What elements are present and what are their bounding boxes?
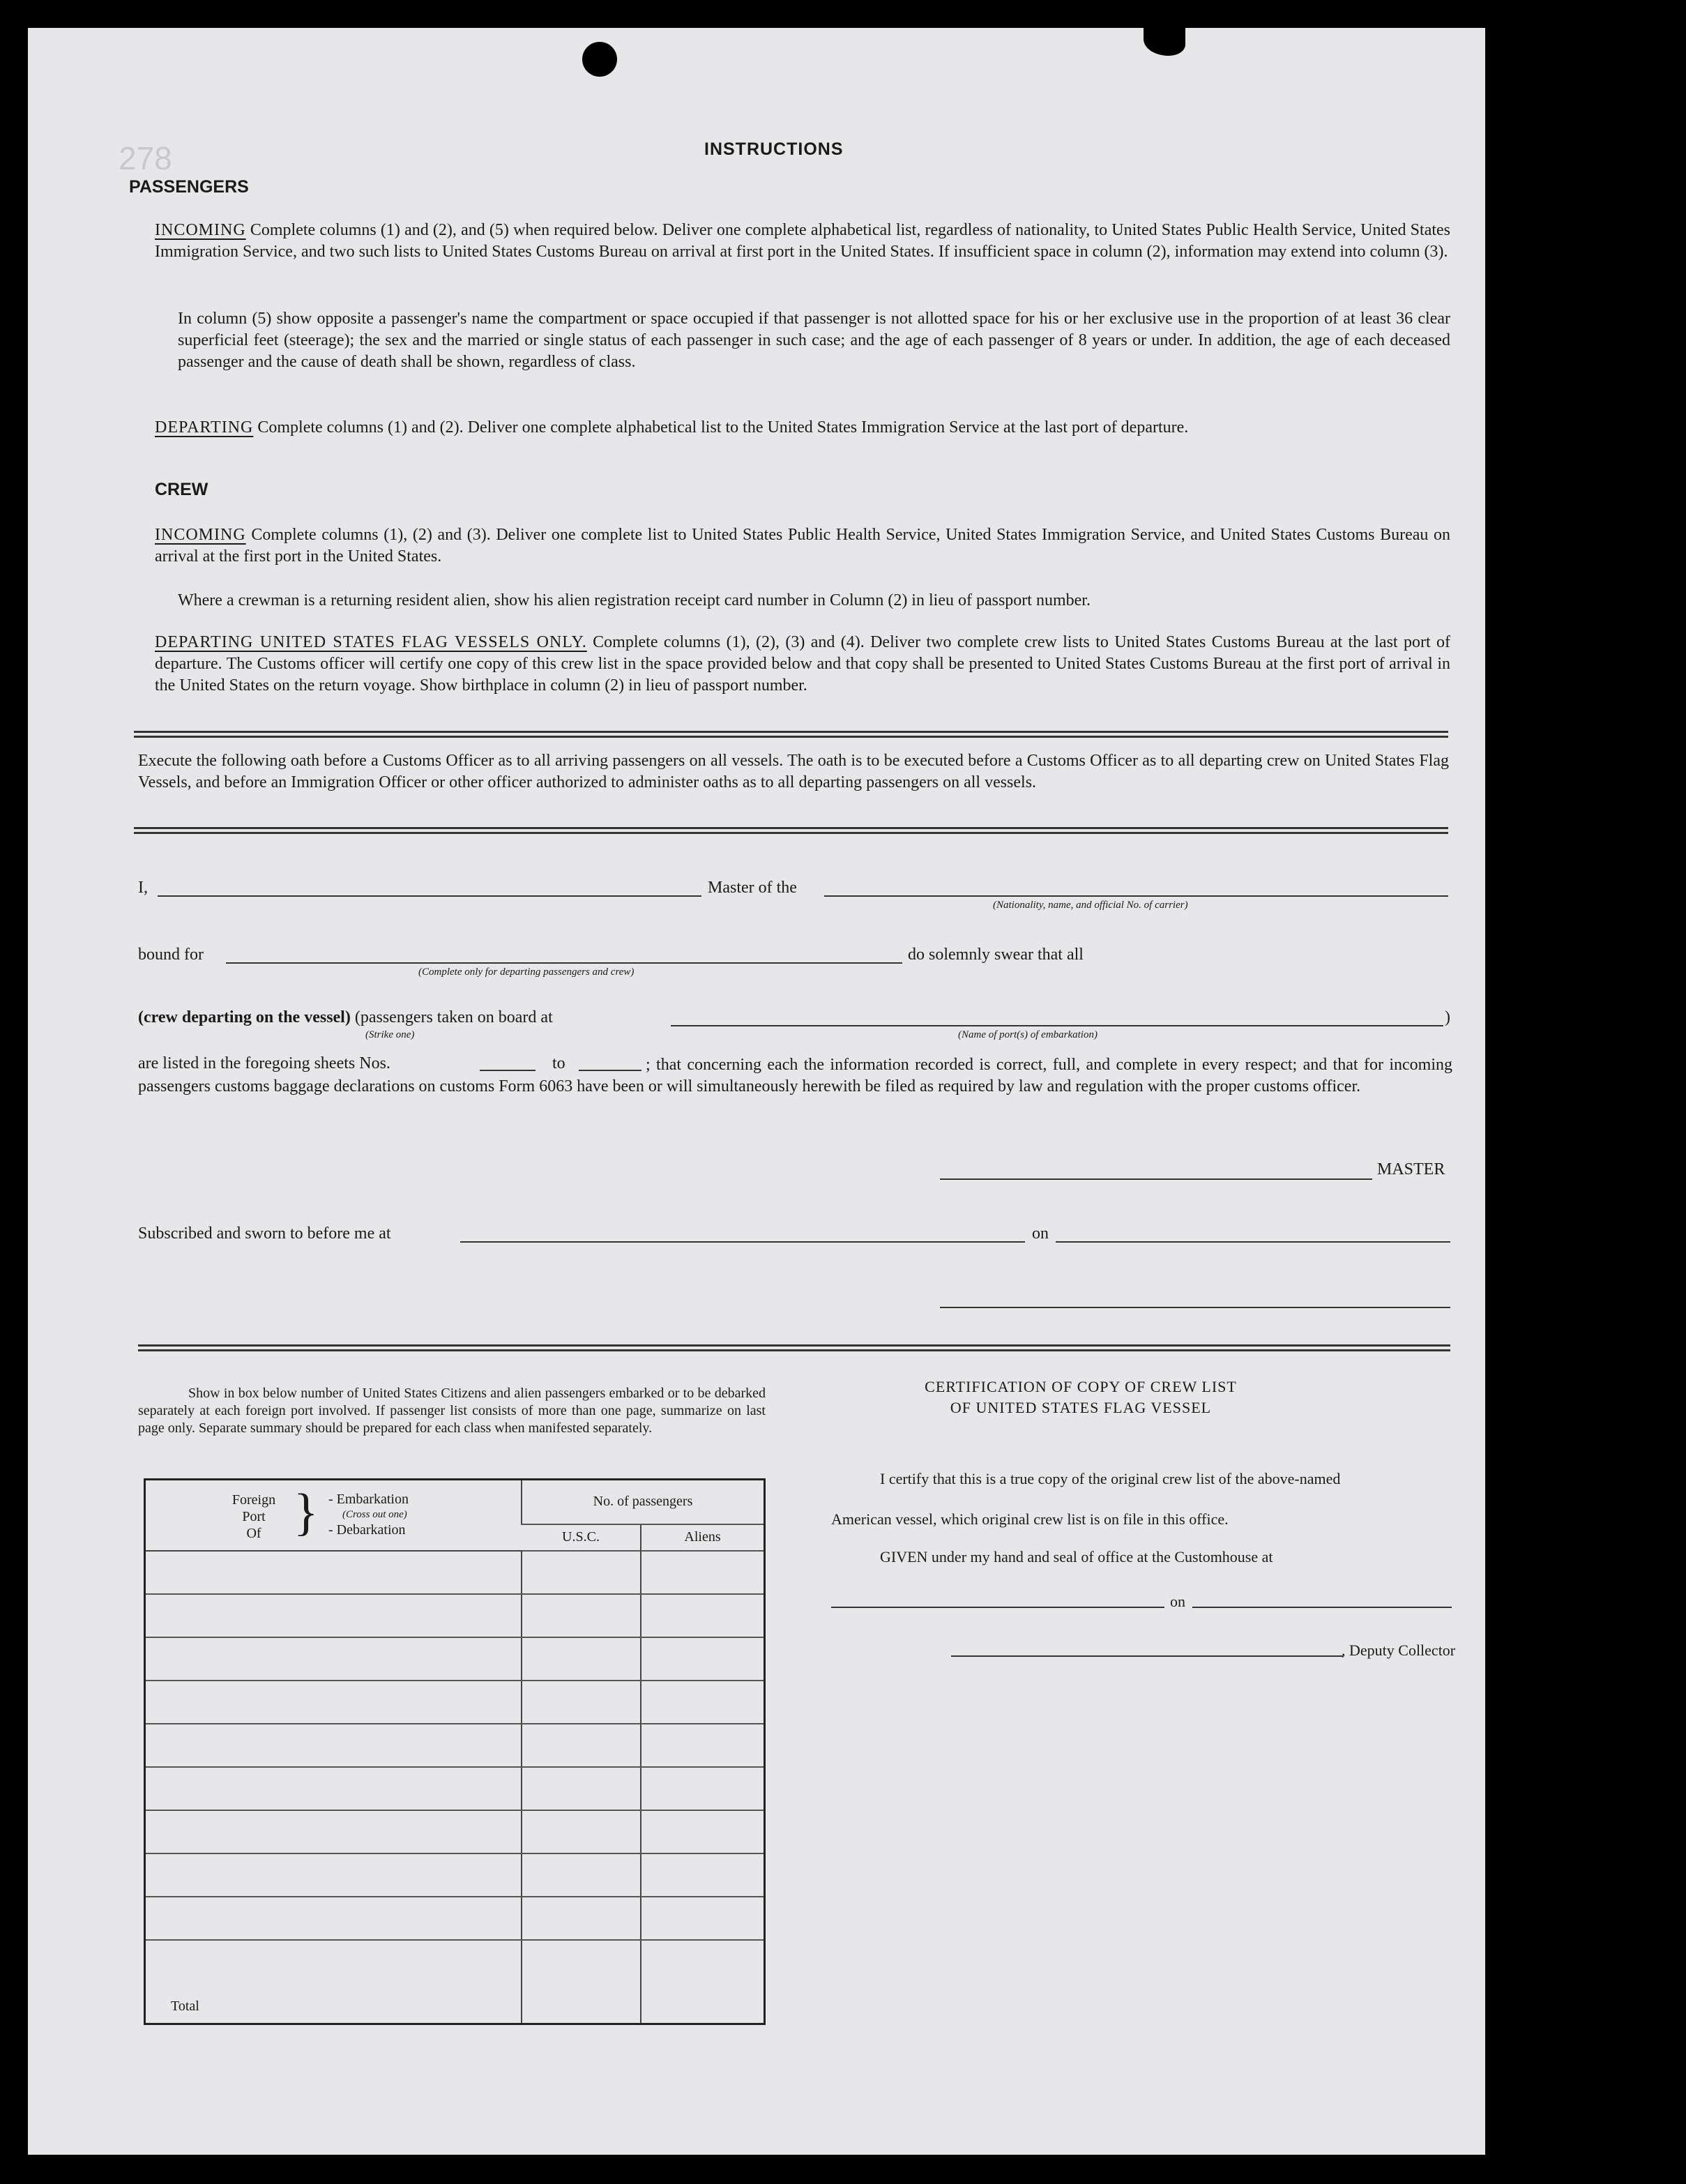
- usc-cell[interactable]: [522, 1594, 641, 1637]
- passengers-departing-paragraph: [155, 417, 1450, 439]
- deputy-signature-field[interactable]: [951, 1655, 1343, 1657]
- aliens-cell[interactable]: [641, 1551, 765, 1594]
- oath-instructions: Execute the following oath before a Customs Officer as to all arriving passengers on all vessels. The oath is to be executed before a Customs Officer as to all departing crew on United States Flag Vessels, and before an Immigration Officer or other officer authorized to administer oaths as to all departing passengers on all vessels.: [138, 752, 1449, 791]
- page-title: INSTRUCTIONS: [704, 139, 844, 159]
- usc-header: U.S.C.: [522, 1524, 641, 1551]
- cert-date-field[interactable]: [1192, 1607, 1452, 1608]
- resident-alien-paragraph: Where a crewman is a returning resident alien, show his alien registration receipt card number in Column (2) in lieu of passport number.: [178, 591, 1091, 609]
- no-passengers-header: No. of passengers: [522, 1480, 765, 1524]
- crew-departing-option: [138, 1008, 553, 1027]
- summary-instructions: Show in box below number of United States Citizens and alien passengers embarked or to be debarked separately at each foreign port involved. If passenger list consists of more than one page, summarize on last page only. Separate summary should be prepared for each class when manifested separately.: [138, 1386, 766, 1436]
- port-cell[interactable]: [145, 1897, 522, 1940]
- listed-prefix: are listed in the foregoing sheets Nos.: [138, 1054, 390, 1072]
- aliens-header: Aliens: [641, 1524, 765, 1551]
- usc-cell[interactable]: [522, 1551, 641, 1594]
- col-foreign: Foreign: [231, 1492, 276, 1508]
- usc-cell[interactable]: [522, 1637, 641, 1681]
- total-label: Total: [145, 1940, 522, 2024]
- deputy-collector-label: , Deputy Collector: [1342, 1641, 1456, 1659]
- i-label: I,: [138, 879, 148, 897]
- port-cell[interactable]: [145, 1724, 522, 1767]
- swear-label: do solemnly swear that all: [908, 946, 1084, 964]
- officer-signature-field[interactable]: [940, 1307, 1450, 1308]
- to-label: to: [552, 1054, 565, 1072]
- col-of: Of: [246, 1526, 261, 1541]
- aliens-cell[interactable]: [641, 1681, 765, 1724]
- certify-line1: I certify that this is a true copy of the original crew list of the above-named: [880, 1470, 1341, 1487]
- given-line: GIVEN under my hand and seal of office at the Customhouse at: [880, 1548, 1273, 1565]
- port-cell[interactable]: [145, 1551, 522, 1594]
- aliens-cell[interactable]: [641, 1724, 765, 1767]
- on-label: on: [1032, 1224, 1049, 1243]
- embarkation-label: - Embarkation: [328, 1492, 409, 1507]
- bound-for-label: bound for: [138, 946, 204, 964]
- master-of-label: Master of the: [708, 879, 797, 897]
- column5-paragraph: In column (5) show opposite a passenger's name the compartment or space occupied if that passenger is not allotted space for his or her exclusive use in the proportion of at least 36 clear superficial feet (steerage); the sex and the married or single status of each passenger in such case; and the age of each passenger of 8 years or under. In addition, the age of each deceased passenger and the cause of death shall be shown, regardless of class.: [178, 310, 1450, 371]
- sworn-place-field[interactable]: [460, 1241, 1025, 1243]
- debarkation-label: - Debarkation: [328, 1522, 406, 1538]
- crew-incoming-label: INCOMING: [155, 526, 246, 544]
- double-rule: [134, 731, 1448, 738]
- aliens-cell[interactable]: [641, 1810, 765, 1853]
- bleed-through: 278: [119, 140, 172, 176]
- carrier-field[interactable]: [824, 895, 1448, 897]
- torn-mark: [1144, 28, 1185, 56]
- passengers-heading: PASSENGERS: [129, 177, 249, 197]
- crew-incoming-text: Complete columns (1), (2) and (3). Deliver one complete list to United States Public Health Service, United States Immigration Service, and United States Customs Bureau on arrival at the first port in the United States.: [155, 526, 1451, 566]
- crew-departing-paragraph: [155, 632, 1450, 697]
- port-header-cell: [145, 1480, 522, 1552]
- aliens-cell[interactable]: [641, 1594, 765, 1637]
- aliens-total-cell[interactable]: [641, 1940, 765, 2024]
- usc-cell[interactable]: [522, 1853, 641, 1897]
- port-cell[interactable]: [145, 1594, 522, 1637]
- usc-cell[interactable]: [522, 1897, 641, 1940]
- cross-out-caption: (Cross out one): [342, 1509, 407, 1520]
- aliens-cell[interactable]: [641, 1637, 765, 1681]
- crew-departing-text: Complete columns (1), (2), (3) and (4). Deliver two complete crew lists to United States Customs Bureau at the last port of departure. The Customs officer will certify one copy of this crew list in the space provided below and that copy shall be presented to United States Customs Bureau at the first port of arrival in the United States on the return voyage. Show birthplace in column (2) in lieu of passport number.: [155, 633, 1451, 695]
- subscribed-label: Subscribed and sworn to before me at: [138, 1224, 391, 1243]
- incoming-label: INCOMING: [155, 221, 246, 239]
- usc-cell[interactable]: [522, 1724, 641, 1767]
- bound-caption: (Complete only for departing passengers and crew): [418, 966, 635, 978]
- port-cell[interactable]: [145, 1853, 522, 1897]
- port-caption: (Name of port(s) of embarkation): [958, 1029, 1098, 1040]
- usc-cell[interactable]: [522, 1767, 641, 1810]
- port-cell[interactable]: [145, 1637, 522, 1681]
- col-port: Port: [242, 1509, 266, 1524]
- listed-rest-text: [138, 1054, 1452, 1098]
- certification-title-line2: OF UNITED STATES FLAG VESSEL: [950, 1399, 1212, 1416]
- usc-total-cell[interactable]: [522, 1940, 641, 2024]
- double-rule: [134, 827, 1448, 834]
- cert-on-label: on: [1170, 1593, 1185, 1610]
- listed-rest: ; that concerning each the information recorded is correct, full, and complete in every respect; and that for incoming passengers customs baggage declarations on customs Form 6063 have been or will simultaneously herewith be filed as required by law and regulation with the proper customs officer.: [138, 1056, 1452, 1095]
- master-name-field[interactable]: [158, 895, 701, 897]
- carrier-caption: (Nationality, name, and official No. of carrier): [993, 900, 1188, 911]
- incoming-text: Complete columns (1) and (2), and (5) when required below. Deliver one complete alphabetical list, regardless of nationality, to United States Public Health Service, United States Immigration Service, and two such lists to United States Customs Bureau on arrival at first port in the United States. If insufficient space in column (2), information may extend into column (3).: [155, 221, 1451, 261]
- strike-caption: (Strike one): [365, 1029, 415, 1040]
- double-rule: [138, 1344, 1450, 1351]
- embarkation-port-field[interactable]: [671, 1025, 1443, 1026]
- passengers-boarded-label: (passengers taken on board at: [354, 1008, 553, 1026]
- form-page: [28, 28, 1485, 2155]
- crew-departing-label: DEPARTING UNITED STATES FLAG VESSELS ONLY.: [155, 633, 587, 651]
- master-label: MASTER: [1377, 1160, 1445, 1178]
- master-signature-field[interactable]: [940, 1178, 1372, 1180]
- close-paren: ): [1445, 1008, 1450, 1026]
- sworn-date-field[interactable]: [1056, 1241, 1450, 1243]
- crew-incoming-paragraph: [155, 524, 1450, 568]
- passengers-incoming-paragraph: [155, 220, 1450, 263]
- brace-icon: }: [294, 1484, 319, 1541]
- departing-text: Complete columns (1) and (2). Deliver one complete alphabetical list to the United States Immigration Service at the last port of departure.: [257, 418, 1189, 437]
- port-cell[interactable]: [145, 1767, 522, 1810]
- crew-departing-bold: (crew departing on the vessel): [138, 1008, 351, 1026]
- aliens-cell[interactable]: [641, 1767, 765, 1810]
- port-cell[interactable]: [145, 1810, 522, 1853]
- certify-line2: American vessel, which original crew list is on file in this office.: [831, 1510, 1229, 1528]
- port-cell[interactable]: [145, 1681, 522, 1724]
- certification-title-line1: CERTIFICATION OF COPY OF CREW LIST: [925, 1378, 1237, 1395]
- aliens-cell[interactable]: [641, 1897, 765, 1940]
- passenger-summary-table: [144, 1478, 766, 2025]
- punch-hole: [582, 42, 617, 77]
- bound-for-field[interactable]: [226, 962, 902, 964]
- customhouse-field[interactable]: [831, 1607, 1164, 1608]
- aliens-cell[interactable]: [641, 1853, 765, 1897]
- certification-title: [830, 1377, 1332, 1418]
- usc-cell[interactable]: [522, 1810, 641, 1853]
- departing-label: DEPARTING: [155, 418, 254, 437]
- crew-heading: CREW: [155, 480, 208, 499]
- usc-cell[interactable]: [522, 1681, 641, 1724]
